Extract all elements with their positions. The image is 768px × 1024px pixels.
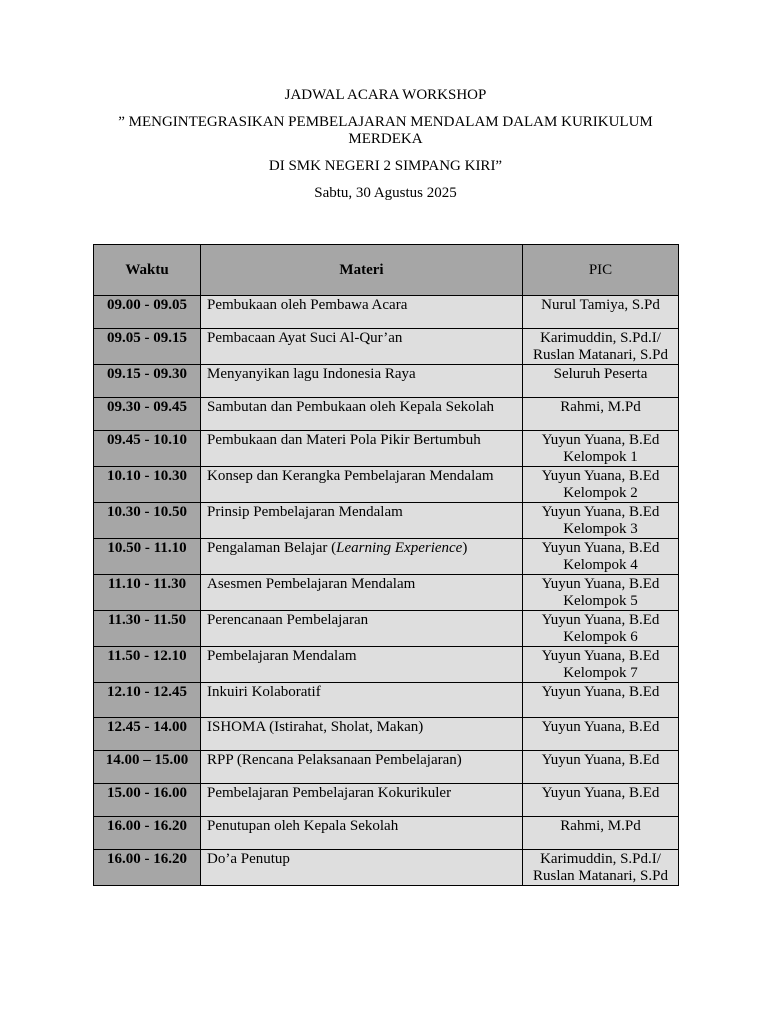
table-row [94,467,679,503]
pic-group: Kelompok 3 [563,521,638,537]
cell-materi: Asesmen Pembelajaran Mendalam [201,575,523,611]
pic-name: Nurul Tamiya, S.Pd [541,297,660,313]
cell-pic [523,296,679,329]
cell-materi: Sambutan dan Pembukaan oleh Kepala Sekolah [201,398,523,431]
cell-waktu: 16.00 - 16.20 [94,817,201,850]
cell-materi: Do’a Penutup [201,850,523,886]
materi-text-close: ) [462,540,468,556]
cell-pic [523,784,679,817]
cell-waktu: 09.05 - 09.15 [94,329,201,365]
cell-pic [523,817,679,850]
pic-name: Yuyun Yuana, B.Ed [541,719,660,735]
table-row [94,365,679,398]
table-row [94,784,679,817]
cell-materi: Pembelajaran Pembelajaran Kokurikuler [201,784,523,817]
table-row [94,503,679,539]
cell-waktu: 10.30 - 10.50 [94,503,201,539]
cell-materi: Konsep dan Kerangka Pembelajaran Mendalam [201,467,523,503]
pic-name: Yuyun Yuana, B.Ed [541,540,660,556]
cell-waktu: 11.50 - 12.10 [94,647,201,683]
header-materi: Materi [201,245,523,296]
pic-group: Kelompok 7 [563,665,638,681]
header-pic: PIC [523,245,679,296]
schedule-table [93,244,679,886]
cell-pic [523,365,679,398]
table-row [94,850,679,886]
cell-materi: Inkuiri Kolaboratif [201,683,523,718]
table-row [94,575,679,611]
cell-waktu: 09.15 - 09.30 [94,365,201,398]
cell-pic [523,611,679,647]
table-row [94,718,679,751]
pic-name: Yuyun Yuana, B.Ed [541,504,660,520]
table-row [94,539,679,575]
cell-waktu: 09.30 - 09.45 [94,398,201,431]
cell-waktu: 10.10 - 10.30 [94,467,201,503]
table-row [94,683,679,718]
cell-pic [523,683,679,718]
cell-waktu: 10.50 - 11.10 [94,539,201,575]
table-row [94,296,679,329]
table-row [94,611,679,647]
cell-materi: Pembukaan dan Materi Pola Pikir Bertumbuh [201,431,523,467]
table-row [94,647,679,683]
pic-name: Yuyun Yuana, B.Ed [541,684,660,700]
table-row [94,329,679,365]
doc-subtitle: ” MENGINTEGRASIKAN PEMBELAJARAN MENDALAM DALAM KURIKULUM MERDEKA [118,114,653,147]
cell-materi: Perencanaan Pembelajaran [201,611,523,647]
cell-waktu: 09.00 - 09.05 [94,296,201,329]
pic-name: Rahmi, M.Pd [560,399,641,415]
pic-name: Yuyun Yuana, B.Ed [541,752,660,768]
cell-pic [523,539,679,575]
cell-pic [523,751,679,784]
doc-location: DI SMK NEGERI 2 SIMPANG KIRI” [268,158,503,174]
pic-group: Kelompok 2 [563,485,638,501]
pic-name: Karimuddin, S.Pd.I/ [540,330,661,346]
cell-pic [523,647,679,683]
doc-title: JADWAL ACARA WORKSHOP [284,87,487,103]
header-waktu: Waktu [94,245,201,296]
document-header [93,87,678,202]
cell-pic [523,718,679,751]
pic-group: Kelompok 1 [563,449,638,465]
cell-materi: Menyanyikan lagu Indonesia Raya [201,365,523,398]
table-row [94,431,679,467]
cell-waktu: 11.30 - 11.50 [94,611,201,647]
cell-pic [523,503,679,539]
pic-group: Kelompok 6 [563,629,638,645]
table-row [94,398,679,431]
cell-materi: Prinsip Pembelajaran Mendalam [201,503,523,539]
pic-group: Kelompok 5 [563,593,638,609]
doc-date: Sabtu, 30 Agustus 2025 [314,185,457,201]
pic-name: Karimuddin, S.Pd.I/ [540,851,661,867]
pic-name-2: Ruslan Matanari, S.Pd [533,347,668,363]
cell-materi [201,539,523,575]
cell-materi: Pembacaan Ayat Suci Al-Qur’an [201,329,523,365]
cell-materi: ISHOMA (Istirahat, Sholat, Makan) [201,718,523,751]
pic-name: Yuyun Yuana, B.Ed [541,468,660,484]
cell-waktu: 11.10 - 11.30 [94,575,201,611]
cell-pic [523,575,679,611]
cell-waktu: 16.00 - 16.20 [94,850,201,886]
cell-waktu: 09.45 - 10.10 [94,431,201,467]
cell-waktu: 15.00 - 16.00 [94,784,201,817]
pic-name: Yuyun Yuana, B.Ed [541,432,660,448]
materi-italic-text: Learning Experience [336,540,463,556]
cell-waktu: 14.00 – 15.00 [94,751,201,784]
pic-name: Rahmi, M.Pd [560,818,641,834]
cell-materi: RPP (Rencana Pelaksanaan Pembelajaran) [201,751,523,784]
table-row [94,817,679,850]
cell-pic [523,398,679,431]
pic-name: Seluruh Peserta [553,366,648,382]
pic-name: Yuyun Yuana, B.Ed [541,648,660,664]
cell-materi: Penutupan oleh Kepala Sekolah [201,817,523,850]
cell-waktu: 12.10 - 12.45 [94,683,201,718]
cell-pic [523,467,679,503]
cell-pic [523,850,679,886]
cell-materi: Pembelajaran Mendalam [201,647,523,683]
pic-name-2: Ruslan Matanari, S.Pd [533,868,668,884]
pic-group: Kelompok 4 [563,557,638,573]
pic-name: Yuyun Yuana, B.Ed [541,612,660,628]
cell-pic [523,431,679,467]
table-header-row [94,245,679,296]
pic-name: Yuyun Yuana, B.Ed [541,576,660,592]
pic-name: Yuyun Yuana, B.Ed [541,785,660,801]
cell-materi: Pembukaan oleh Pembawa Acara [201,296,523,329]
cell-pic [523,329,679,365]
table-row [94,751,679,784]
cell-waktu: 12.45 - 14.00 [94,718,201,751]
materi-text: Pengalaman Belajar ( [207,540,337,556]
